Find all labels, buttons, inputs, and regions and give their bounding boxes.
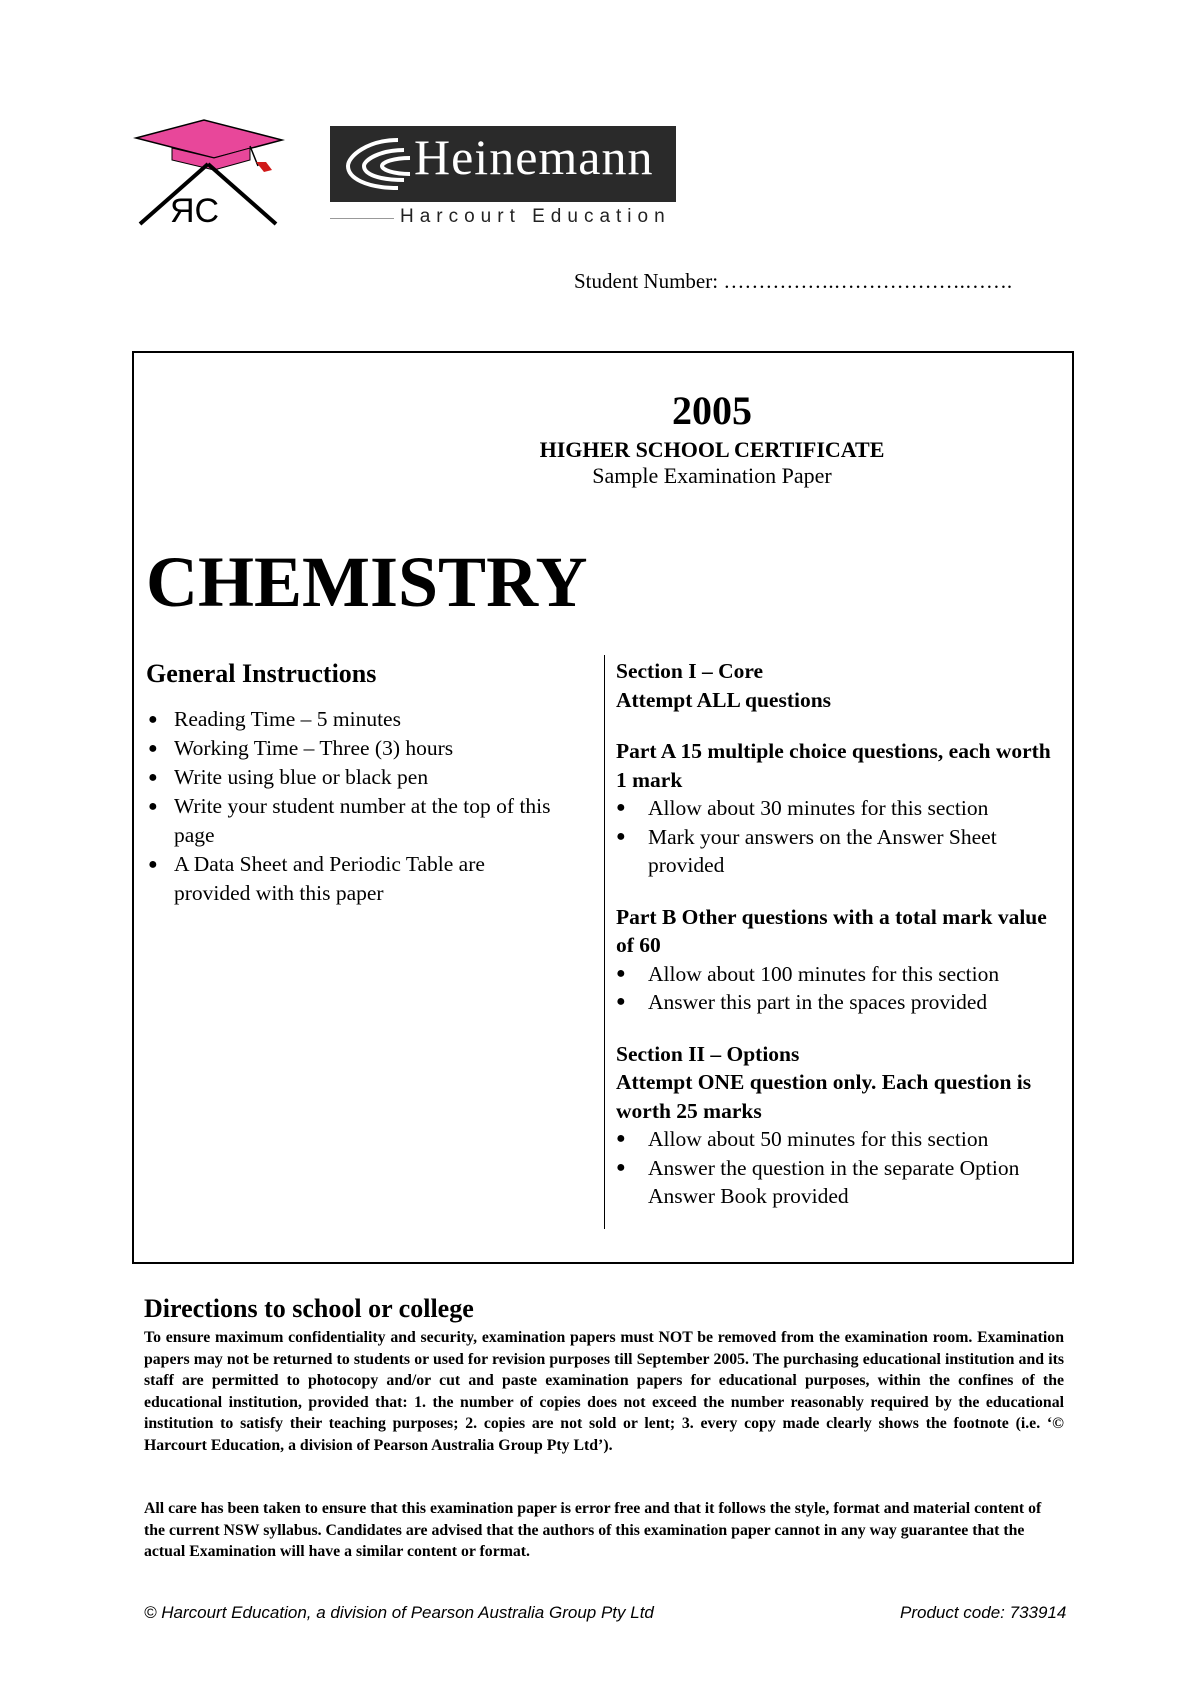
publisher-name: Heinemann	[414, 129, 654, 185]
heinemann-logo-box	[330, 126, 676, 202]
section2-list	[616, 1125, 1056, 1211]
list-item: ● Mark your answers on the Answer Sheet provided	[616, 824, 997, 877]
bullet-icon: ●	[616, 799, 626, 816]
column-divider	[604, 655, 605, 1229]
publisher-subtitle: Harcourt Education	[400, 206, 671, 227]
partB-list	[616, 960, 1056, 1017]
list-item: ● Allow about 100 minutes for this section	[616, 960, 1056, 989]
paper-type: Sample Examination Paper	[592, 463, 832, 488]
bullet-icon: ●	[616, 1158, 626, 1176]
certificate-title: HIGHER SCHOOL CERTIFICATE	[539, 437, 885, 462]
bullet-icon: ●	[148, 740, 158, 757]
list-item: ● Write your student number at the top of this page	[148, 794, 551, 847]
swirl-icon	[338, 134, 422, 194]
directions-paragraph-2: All care has been taken to ensure that this examination paper is error free and that it follows the style, format and material content of the current NSW syllabus. Candidates are advised that the authors of this examination paper cannot in any way guarantee that the actual Examination will have a similar content or format.	[144, 1500, 1042, 1560]
bullet-icon: ●	[148, 769, 158, 786]
list-item: ● Write using blue or black pen	[146, 763, 566, 792]
footer-product-code: Product code: 733914	[900, 1603, 1067, 1622]
footer-copyright: © Harcourt Education, a division of Pearson Australia Group Pty Ltd	[144, 1603, 654, 1622]
list-item: ● Allow about 30 minutes for this section	[616, 794, 1056, 823]
bullet-icon: ●	[616, 993, 626, 1010]
list-item: ● Answer this part in the spaces provided	[616, 988, 1056, 1017]
section1-title: Section I – Core	[616, 659, 764, 683]
list-item: ● Allow about 50 minutes for this section	[616, 1125, 1056, 1154]
partB-block	[616, 903, 1056, 1017]
directions-paragraph-1: To ensure maximum confidentiality and security, examination papers must NOT be removed from the examination room. Examination papers may not be returned to students or used for revision purposes till September 2005. The purchasing educational institution and its staff are permitted to photocopy and/or cut and paste examination papers for educational purposes, within the confines of the educational institution, provided that: 1. the number of copies does not exceed the number reasonably required by the educational institution to satisfy their teaching purposes; 2. copies are not sold or lent; 3. every copy made clearly shows the footnote (i.e. ‘© Harcourt Education, a division of Pearson Australia Group Pty Ltd’).	[144, 1329, 1064, 1454]
list-item: ● Answer the question in the separate Option Answer Book provided	[616, 1155, 1020, 1208]
section1-block	[616, 657, 1056, 714]
cover-box	[132, 351, 1074, 1264]
general-instructions-list	[146, 705, 566, 908]
section1-instruction: Attempt ALL questions	[616, 687, 832, 712]
directions-heading: Directions to school or college	[144, 1294, 474, 1323]
bullet-icon: ●	[616, 964, 626, 982]
student-number-field[interactable]: Student Number: …………….……………….…….	[574, 269, 1013, 293]
graduation-cap-logo-icon	[132, 118, 292, 228]
logo-rule	[330, 218, 394, 219]
bullet-icon: ●	[616, 827, 626, 845]
subject-title: CHEMISTRY	[146, 542, 588, 622]
general-instructions-heading: General Instructions	[146, 659, 377, 688]
section2-instruction: Attempt ONE question only. Each question is worth 25 marks	[616, 1070, 1032, 1123]
section2-title: Section II – Options	[616, 1041, 800, 1066]
rc-logo-text: ЯC	[170, 192, 220, 228]
sections-column	[616, 657, 1056, 1234]
list-item: ● Reading Time – 5 minutes	[146, 705, 566, 734]
partA-title: Part A 15 multiple choice questions, each worth 1 mark	[616, 739, 1051, 792]
bullet-icon: ●	[148, 798, 158, 815]
list-item: ● A Data Sheet and Periodic Table are provided with this paper	[148, 852, 485, 905]
exam-year: 2005	[672, 388, 752, 433]
heinemann-logo	[330, 126, 676, 232]
bullet-icon: ●	[148, 711, 158, 728]
list-item: ● Working Time – Three (3) hours	[146, 734, 566, 763]
partA-block	[616, 737, 1056, 880]
rc-logo	[132, 118, 292, 228]
partA-list	[616, 794, 1056, 880]
section2-block	[616, 1040, 1056, 1211]
bullet-icon: ●	[148, 856, 158, 873]
bullet-icon: ●	[616, 1130, 626, 1147]
partB-title: Part B Other questions with a total mark value of 60	[616, 904, 1047, 957]
